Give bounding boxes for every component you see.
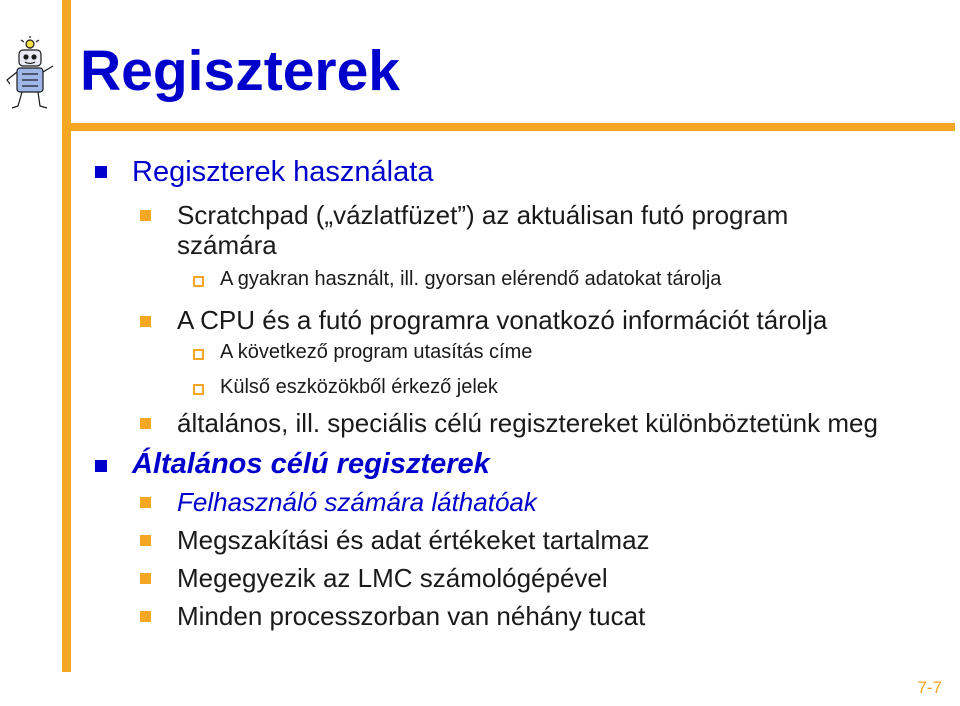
- bullet-square-icon: [140, 497, 151, 508]
- bullet-level2-dozens: Minden processzorban van néhány tucat: [177, 601, 646, 631]
- bullet-square-icon: [140, 316, 151, 327]
- bullet-hollow-square-icon: [193, 384, 204, 395]
- bullet-level2-scratchpad: Scratchpad („vázlatfüzet”) az aktuálisan futó program: [177, 200, 789, 230]
- left-accent-bar: [62, 0, 71, 672]
- bullet-level3-frequent-data: A gyakran használt, ill. gyorsan elérendő adatokat tárolja: [220, 268, 722, 290]
- title-underline-bar: [62, 123, 955, 131]
- bullet-square-icon: [140, 535, 151, 546]
- bullet-hollow-square-icon: [193, 276, 204, 287]
- bullet-square-icon: [95, 460, 107, 472]
- bullet-level3-external-signals: Külső eszközökből érkező jelek: [220, 376, 498, 398]
- bullet-level2-cpu-info: A CPU és a futó programra vonatkozó információt tárolja: [177, 305, 828, 335]
- cartoon-robot-icon: [2, 36, 58, 112]
- bullet-level2-user-visible: Felhasználó számára láthatóak: [177, 487, 537, 517]
- bullet-square-icon: [140, 573, 151, 584]
- bullet-square-icon: [140, 418, 151, 429]
- bullet-level2-general-special: általános, ill. speciális célú regisztereket különböztetünk meg: [177, 408, 878, 438]
- bullet-level2-scratchpad-cont: számára: [177, 230, 277, 260]
- bullet-level3-next-instruction: A következő program utasítás címe: [220, 341, 533, 363]
- slide-title: Regiszterek: [80, 39, 400, 103]
- bullet-level2-lmc: Megegyezik az LMC számológépével: [177, 563, 608, 593]
- bullet-level2-interrupt-data: Megszakítási és adat értékeket tartalmaz: [177, 525, 650, 555]
- bullet-level1-general-purpose: Általános célú regiszterek: [132, 448, 490, 480]
- bullet-square-icon: [140, 611, 151, 622]
- bullet-square-icon: [95, 166, 107, 178]
- bullet-square-icon: [140, 210, 151, 221]
- page-number: 7-7: [917, 678, 942, 697]
- bullet-hollow-square-icon: [193, 349, 204, 360]
- bullet-level1-usage: Regiszterek használata: [132, 156, 434, 188]
